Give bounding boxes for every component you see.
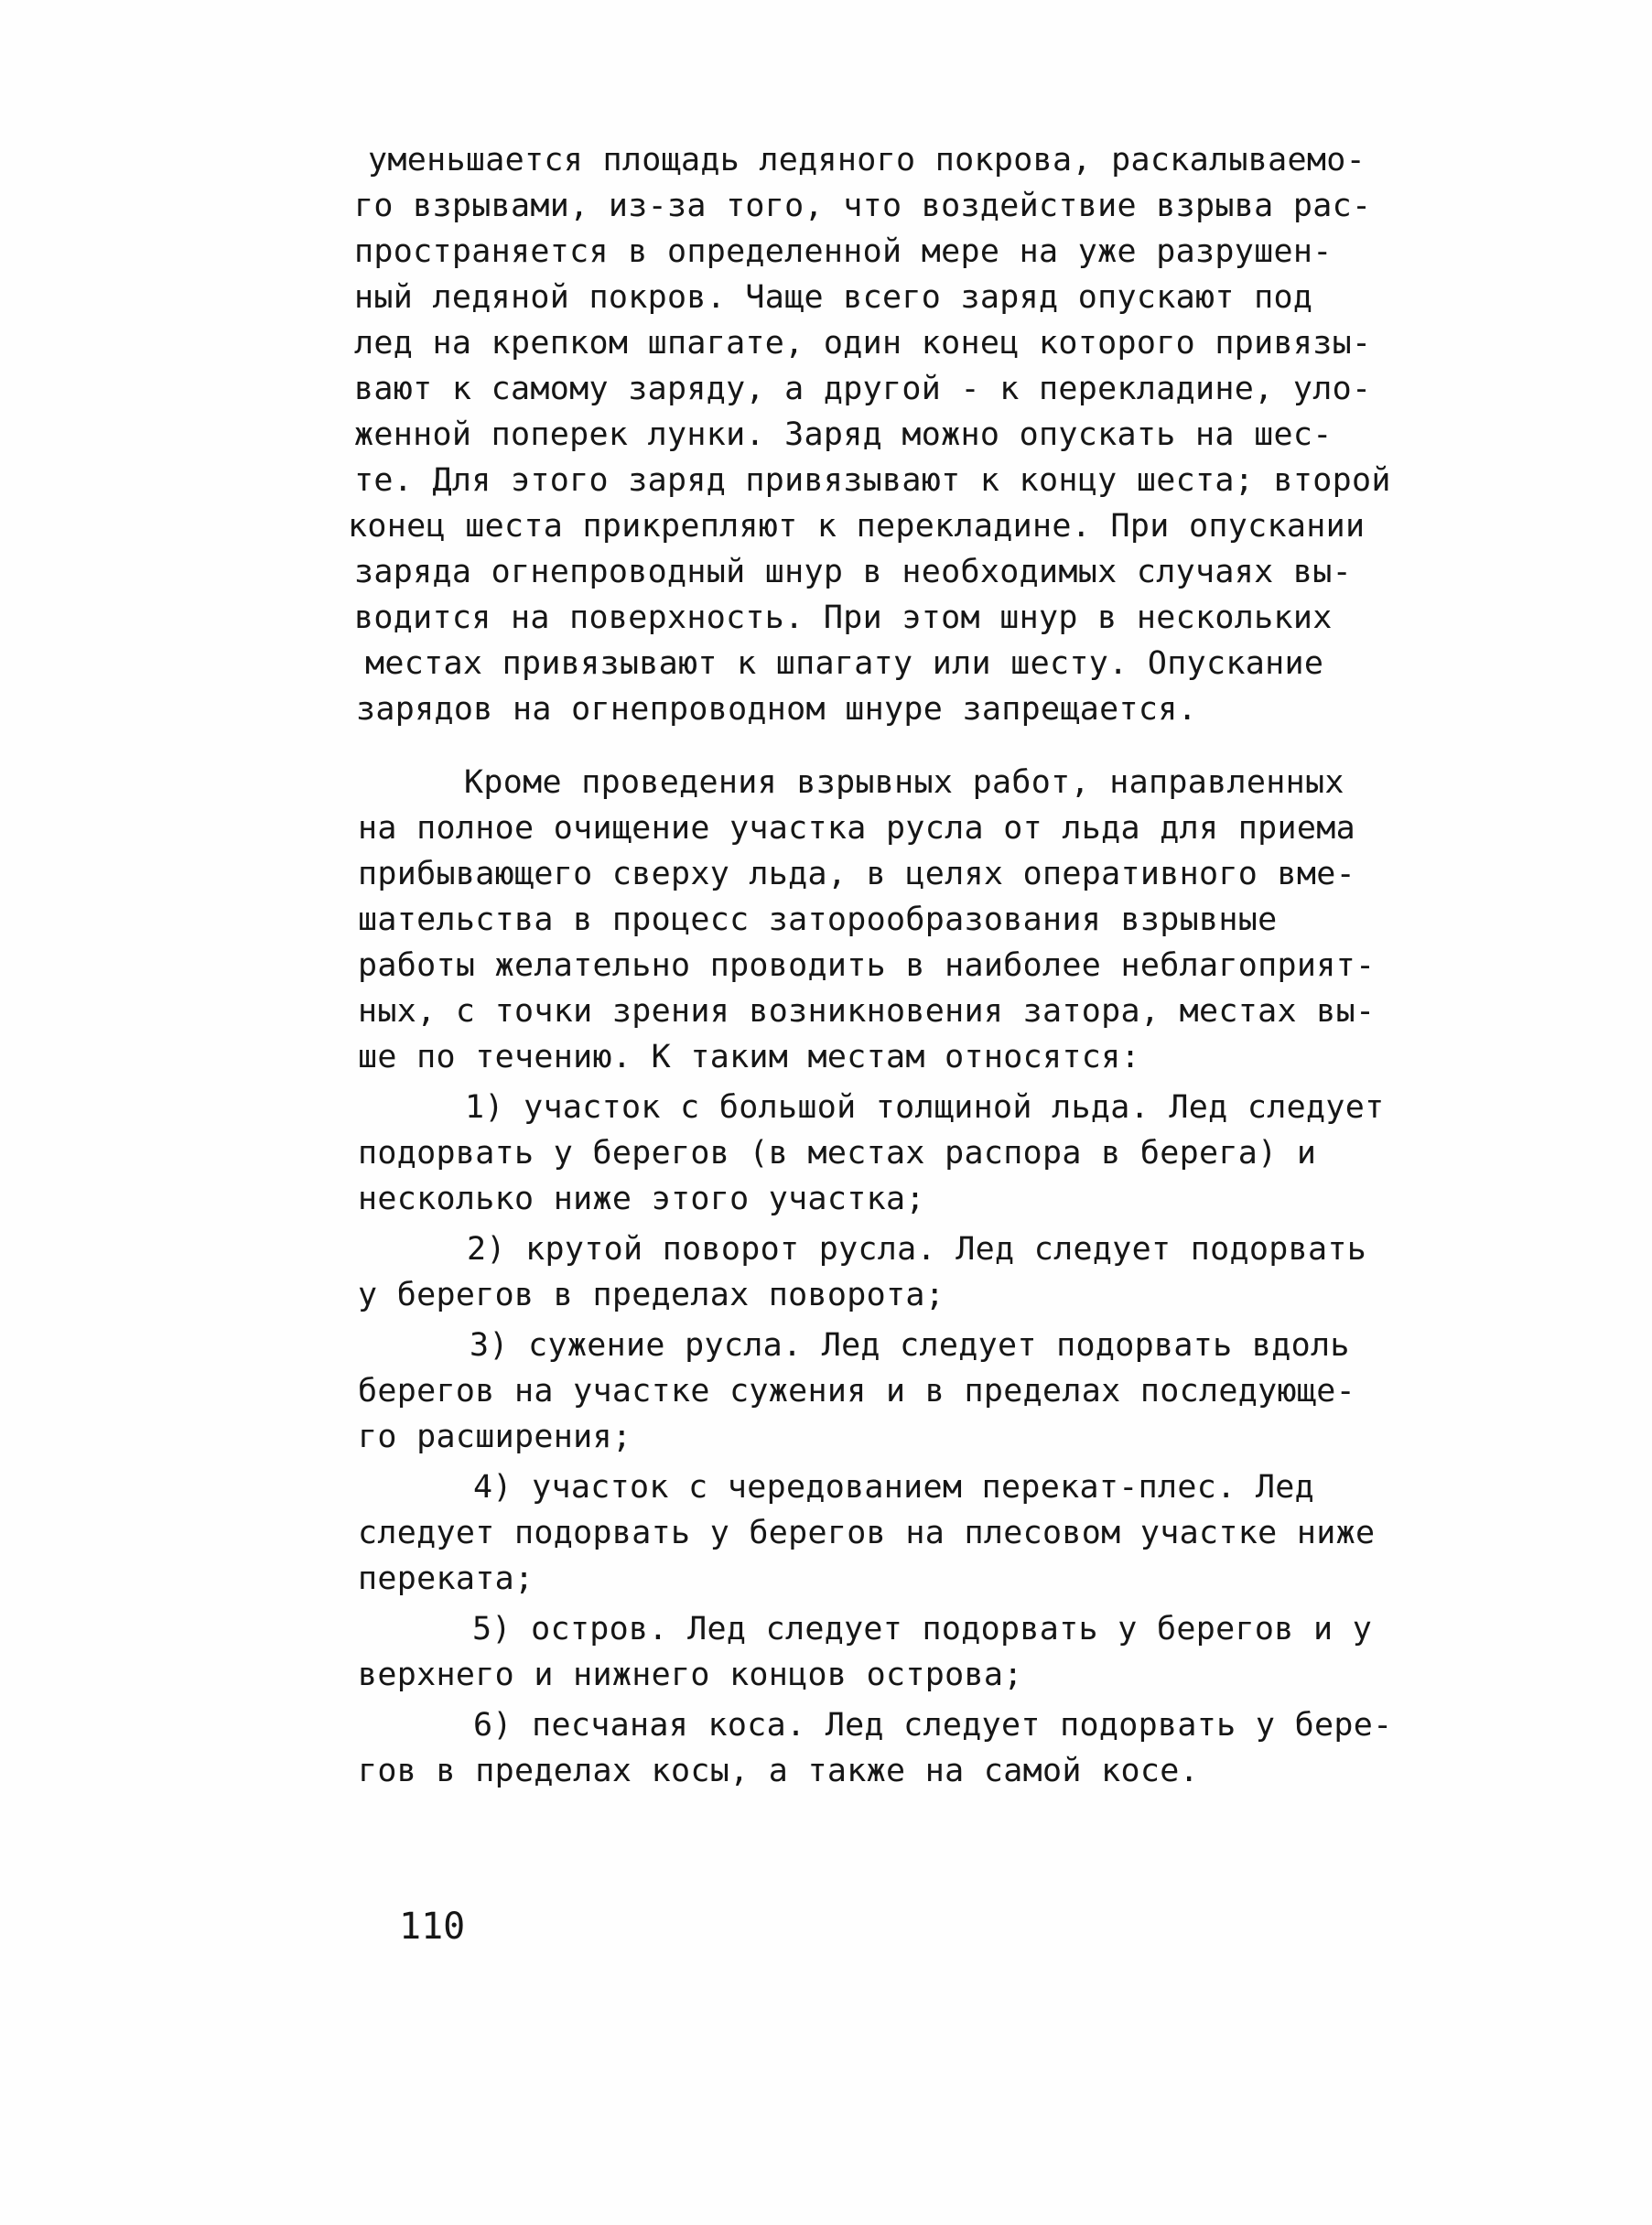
text-line: ных, с точки зрения возникновения затора, местах вы- [358, 993, 1376, 1030]
text-line: у берегов в пределах поворота; [358, 1277, 945, 1313]
text-line: зарядов на огнепроводном шнуре запрещается. [356, 691, 1197, 728]
text-line: уменьшается площадь ледяного покрова, раскалываемо- [368, 142, 1366, 178]
text-line: несколько ниже этого участка; [358, 1181, 925, 1217]
text-line: 3) сужение русла. Лед следует подорвать вдоль [470, 1327, 1350, 1364]
text-line: работы желательно проводить в наиболее неблагоприят- [358, 947, 1376, 984]
text-line: 1) участок с большой толщиной льда. Лед следует [465, 1089, 1385, 1126]
text-line: подорвать у берегов (в местах распора в берега) и [358, 1135, 1317, 1172]
text-line: го расширения; [358, 1419, 632, 1455]
text-line: заряда огнепроводный шнур в необходимых случаях вы- [354, 554, 1352, 590]
text-line: местах привязывают к шпагату или шесту. Опускание [365, 645, 1324, 682]
text-line: ше по течению. К таким местам относятся: [358, 1039, 1140, 1075]
text-line: водится на поверхность. При этом шнур в нескольких [354, 599, 1333, 636]
text-line: пространяется в определенной мере на уже разрушен- [354, 233, 1333, 270]
text-line: переката; [358, 1561, 534, 1597]
text-line: берегов на участке сужения и в пределах последующе- [358, 1373, 1355, 1410]
text-line: те. Для этого заряд привязывают к концу шеста; второй [354, 462, 1391, 499]
text-line: го взрывами, из-за того, что воздействие взрыва рас- [354, 188, 1372, 224]
text-line: 5) остров. Лед следует подорвать у берегов и у [472, 1611, 1373, 1647]
text-line: Кроме проведения взрывных работ, направленных [464, 764, 1344, 801]
text-line: на полное очищение участка русла от льда для приема [358, 810, 1355, 847]
text-line: шательства в процесс заторообразования взрывные [358, 902, 1278, 938]
page-number: 110 [399, 1906, 466, 1948]
text-line: верхнего и нижнего концов острова; [358, 1657, 1023, 1693]
text-line: прибывающего сверху льда, в целях оперативного вме- [358, 856, 1355, 892]
text-line: 4) участок с чередованием перекат-плес. Лед [473, 1469, 1314, 1506]
text-line: лед на крепком шпагате, один конец которого привязы- [354, 325, 1372, 362]
text-line: ный ледяной покров. Чаще всего заряд опускают под [354, 279, 1313, 316]
text-line: следует подорвать у берегов на плесовом участке ниже [358, 1515, 1376, 1551]
text-line: женной поперек лунки. Заряд можно опускать на шес- [354, 416, 1333, 453]
text-line: вают к самому заряду, а другой - к перекладине, уло- [354, 371, 1372, 407]
text-line: гов в пределах косы, а также на самой косе. [358, 1753, 1199, 1789]
text-line: 2) крутой поворот русла. Лед следует подорвать [467, 1231, 1367, 1268]
text-line: 6) песчаная коса. Лед следует подорвать у бере- [473, 1707, 1393, 1744]
text-line: конец шеста прикрепляют к перекладине. При опускании [348, 508, 1366, 545]
